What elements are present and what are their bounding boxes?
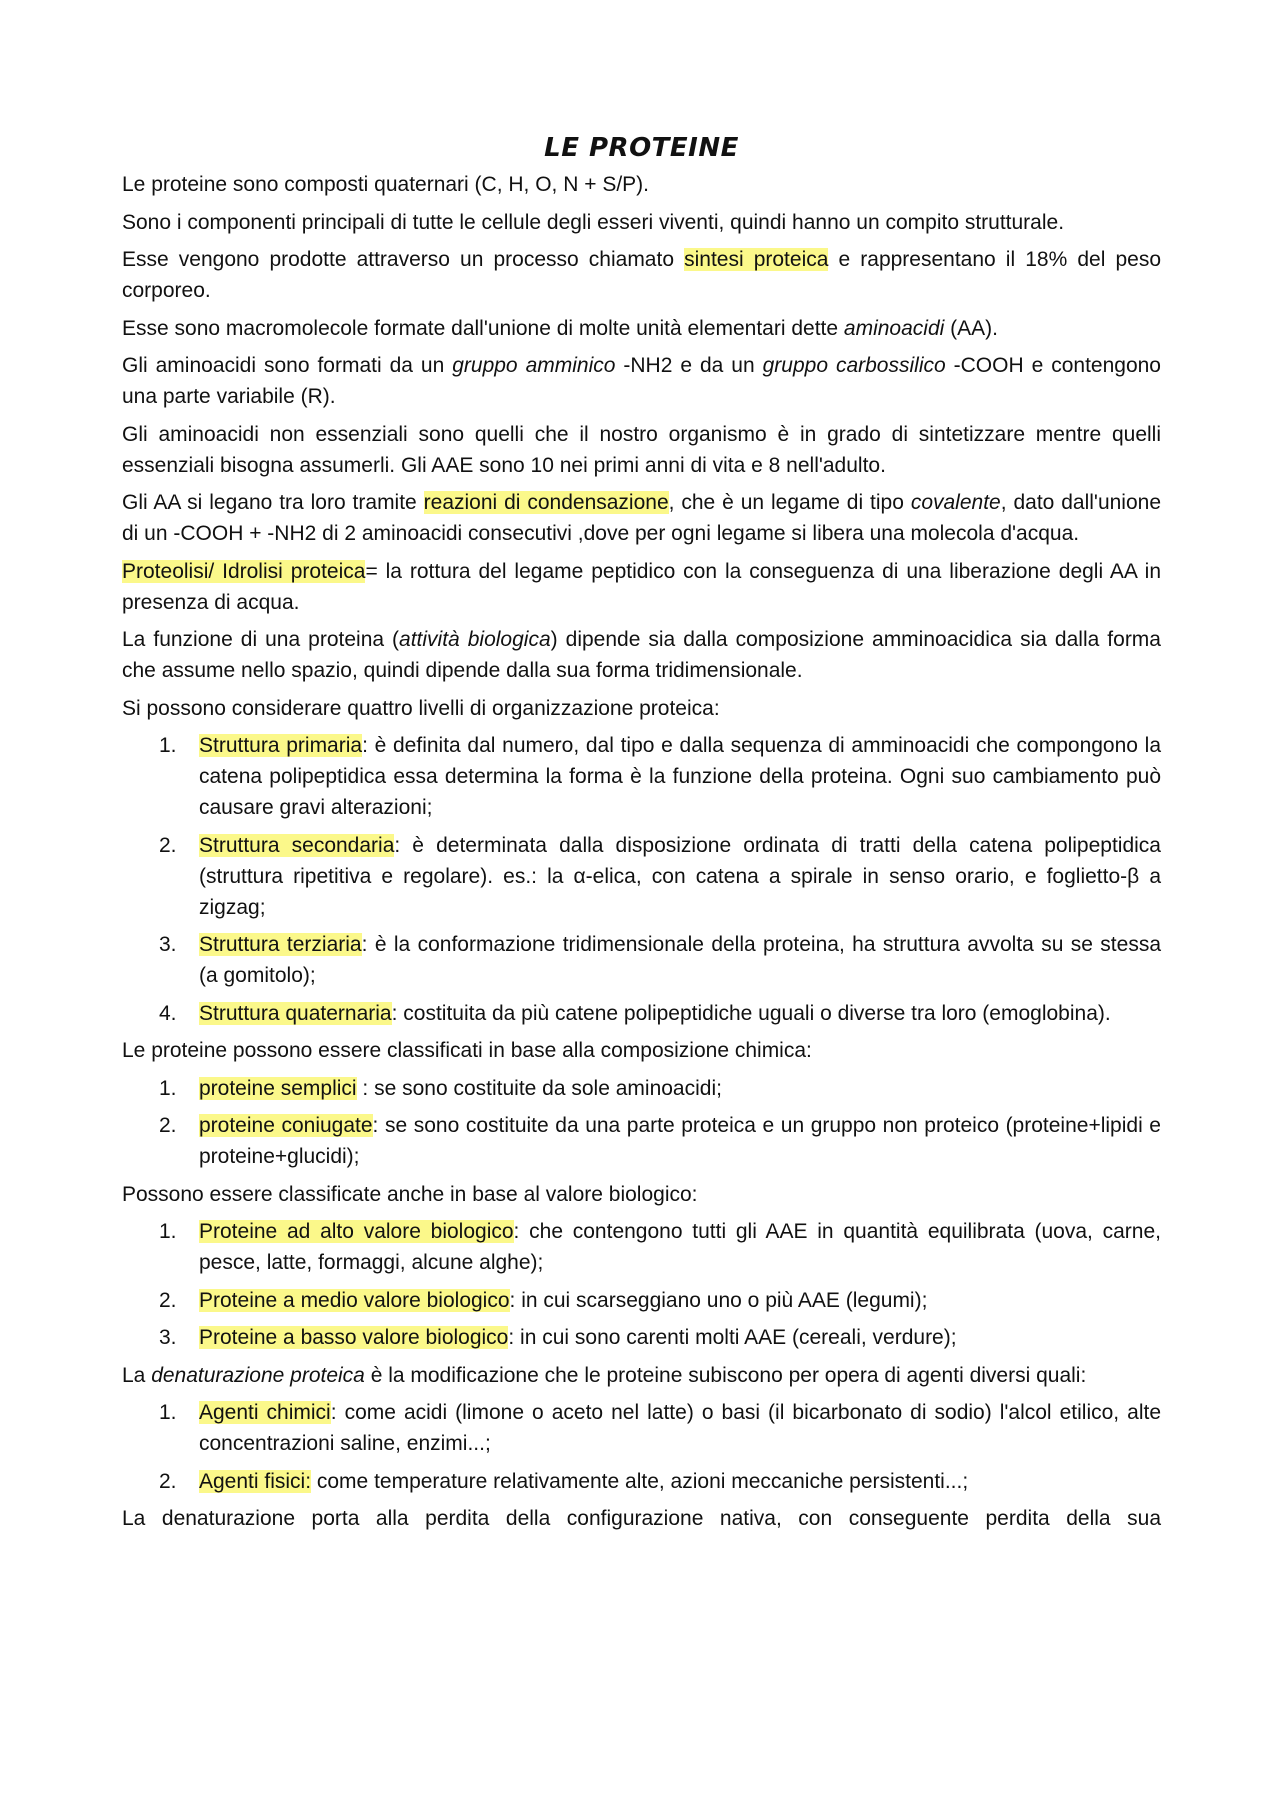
text-run: , dato dall'unione di un -COOH + -NH2 di 2 aminoacidi consecutivi ,dove per ogni legame si libera una molecola d'acqua.	[122, 491, 1162, 545]
highlighted-term: proteine coniugate	[199, 1114, 373, 1137]
list-item	[122, 929, 1161, 991]
numbered-list	[122, 730, 1161, 1029]
highlighted-term: Struttura primaria	[199, 734, 363, 757]
list-item	[122, 1073, 1161, 1104]
list-number: 3.	[159, 933, 177, 956]
highlighted-term: Proteine a medio valore biologico	[199, 1288, 510, 1312]
paragraph	[122, 1503, 1161, 1534]
list-number: 1.	[159, 734, 177, 757]
text-run: Esse sono macromolecole formate dall'unione di molte unità elementari dette	[122, 316, 844, 340]
list-number: 1.	[159, 1076, 177, 1100]
italic-term: attività biologica	[399, 628, 551, 651]
text-run: = la rottura del legame peptidico con la conseguenza di una liberazione degli AA in presenza di acqua.	[122, 559, 1161, 614]
numbered-list	[122, 1073, 1161, 1173]
list-item	[122, 1285, 1161, 1316]
text-run: : se sono costituite da sole aminoacidi;	[356, 1076, 722, 1100]
paragraph	[122, 487, 1161, 549]
text-run: Le proteine sono composti quaternari (C, H, O, N + S/P).	[122, 173, 649, 196]
list-number: 2.	[159, 1114, 177, 1137]
text-run: La	[122, 1363, 152, 1387]
text-run: La denaturazione porta alla perdita della configurazione nativa, con conseguente perdita della sua	[122, 1507, 1161, 1530]
paragraph	[122, 419, 1161, 481]
list-item	[122, 1110, 1161, 1172]
highlighted-term: Proteine ad alto valore biologico	[199, 1220, 514, 1243]
document-body	[122, 133, 1161, 1541]
text-run: : è definita dal numero, dal tipo e dalla sequenza di amminoacidi che compongono la catena polipeptidica essa determina la forma è la funzione della proteina. Ogni suo cambiamento può causare gravi alterazioni;	[199, 734, 1162, 819]
text-run: (AA).	[944, 316, 998, 340]
text-run: , che è un legame di tipo	[668, 491, 911, 514]
paragraph	[122, 556, 1161, 618]
italic-term: denaturazione proteica	[151, 1363, 365, 1387]
list-number: 2.	[159, 1469, 177, 1493]
list-number: 3.	[159, 1326, 177, 1349]
text-run: Si possono considerare quattro livelli di organizzazione proteica:	[122, 696, 720, 720]
highlighted-term: Struttura secondaria	[199, 833, 395, 857]
paragraph	[122, 1360, 1161, 1391]
highlighted-term: sintesi proteica	[684, 248, 829, 271]
list-item	[122, 830, 1161, 923]
italic-term: covalente	[910, 491, 1001, 514]
text-run: : come acidi (limone o aceto nel latte) o basi (il bicarbonato di sodio) l'alcol etilico, alte concentrazioni saline, enzimi...;	[199, 1401, 1161, 1455]
highlighted-term: Struttura quaternaria	[199, 1001, 392, 1025]
text-run: : è determinata dalla disposizione ordinata di tratti della catena polipeptidica (struttura ripetitiva e regolare). es.: la α-elica, con catena a spirale in senso orario, e foglietto-β a zigzag;	[199, 833, 1161, 919]
page-title: LE PROTEINE	[544, 133, 739, 163]
paragraph	[122, 1035, 1161, 1066]
paragraph	[122, 624, 1161, 686]
text-run: Le proteine possono essere classificati in base alla composizione chimica:	[122, 1039, 812, 1062]
highlighted-term: proteine semplici	[199, 1076, 357, 1100]
paragraph	[122, 313, 1161, 344]
paragraph	[122, 1179, 1161, 1210]
paragraph	[122, 207, 1161, 238]
text-run: Possono essere classificate anche in base al valore biologico:	[122, 1182, 698, 1206]
list-number: 2.	[159, 833, 177, 857]
text-run: : che contengono tutti gli AAE in quantità equilibrata (uova, carne, pesce, latte, formaggi, alcune alghe);	[199, 1220, 1161, 1274]
italic-term: aminoacidi	[843, 316, 945, 340]
text-run: Gli AA si legano tra loro tramite	[122, 491, 424, 514]
text-run: Gli aminoacidi non essenziali sono quelli che il nostro organismo è in grado di sintetizzare mentre quelli essenziali bisogna assumerli. Gli AAE sono 10 nei primi anni di vita e 8 nell'adulto.	[122, 422, 1161, 477]
text-run: -COOH e contengono una parte variabile (R).	[122, 354, 1161, 408]
paragraph	[122, 693, 1161, 724]
list-number: 2.	[159, 1288, 177, 1312]
text-run: : è la conformazione tridimensionale della proteina, ha struttura avvolta su se stessa (a gomitolo);	[199, 933, 1162, 987]
highlighted-term: Agenti chimici	[199, 1401, 331, 1424]
paragraph	[122, 169, 1161, 200]
highlighted-term: Proteolisi/ Idrolisi proteica	[122, 559, 366, 583]
highlighted-term: Agenti fisici:	[199, 1469, 312, 1493]
list-item	[122, 1322, 1161, 1353]
paragraph	[122, 350, 1161, 412]
text-run: : se sono costituite da una parte proteica e un gruppo non proteico (proteine+lipidi e proteine+glucidi);	[199, 1114, 1161, 1168]
text-run: Esse vengono prodotte attraverso un processo chiamato	[122, 248, 685, 271]
list-item	[122, 730, 1161, 823]
list-number: 1.	[159, 1220, 177, 1243]
text-run: : in cui scarseggiano uno o più AAE (legumi);	[509, 1288, 928, 1312]
paragraph	[122, 244, 1161, 306]
text-run: e rappresentano il 18% del peso corporeo.	[122, 248, 1161, 302]
text-run: Gli aminoacidi sono formati da un	[122, 354, 453, 377]
text-run: ) dipende sia dalla composizione amminoacidica sia dalla forma che assume nello spazio, quindi dipende dalla sua forma tridimensionale.	[122, 628, 1161, 682]
numbered-list	[122, 1397, 1161, 1497]
text-run: La funzione di una proteina (	[122, 628, 400, 651]
list-number: 4.	[159, 1001, 177, 1025]
list-item	[122, 1216, 1161, 1278]
highlighted-term: Proteine a basso valore biologico	[199, 1326, 509, 1349]
text-run: : costituita da più catene polipeptidiche uguali o diverse tra loro (emoglobina).	[391, 1001, 1111, 1025]
text-run: -NH2 e da un	[615, 354, 763, 377]
numbered-list	[122, 1216, 1161, 1353]
italic-term: gruppo amminico	[452, 354, 616, 377]
text-run: : in cui sono carenti molti AAE (cereali, verdure);	[508, 1326, 957, 1349]
highlighted-term: Struttura terziaria	[199, 933, 362, 956]
text-run: è la modificazione che le proteine subiscono per opera di agenti diversi quali:	[364, 1363, 1087, 1387]
list-item	[122, 1466, 1161, 1497]
italic-term: gruppo carbossilico	[762, 354, 946, 377]
highlighted-term: reazioni di condensazione	[423, 491, 669, 514]
list-number: 1.	[159, 1401, 177, 1424]
text-run: Sono i componenti principali di tutte le cellule degli esseri viventi, quindi hanno un compito strutturale.	[122, 210, 1065, 234]
text-run: come temperature relativamente alte, azioni meccaniche persistenti...;	[311, 1469, 969, 1493]
list-item	[122, 998, 1161, 1029]
list-item	[122, 1397, 1161, 1459]
